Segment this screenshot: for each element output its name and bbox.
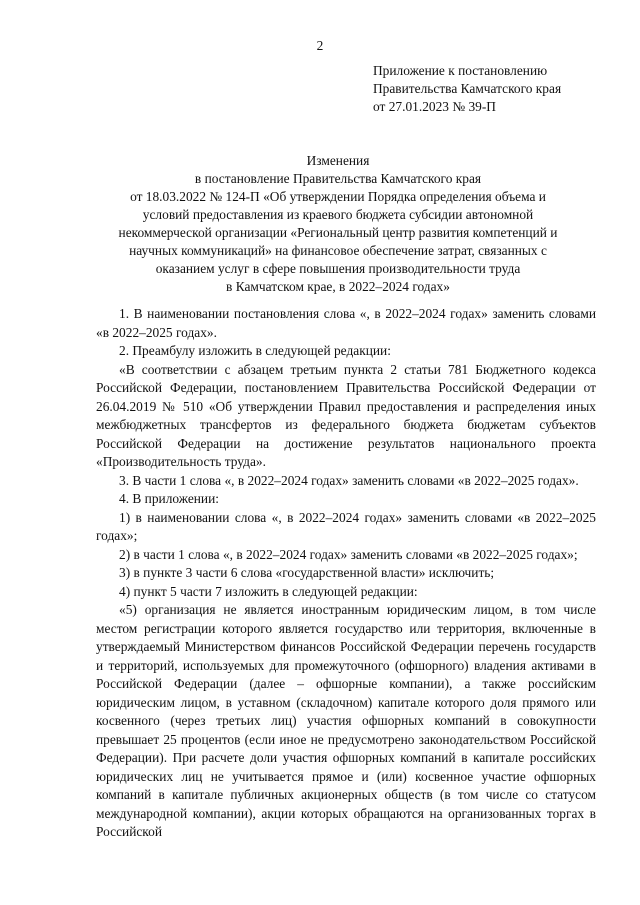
- paragraph-5: 4. В приложении:: [119, 491, 219, 506]
- heading-line-8: в Камчатском крае, в 2022–2024 годах»: [226, 279, 450, 294]
- appendix-line-3: от 27.01.2023 № 39-П: [373, 99, 496, 114]
- appendix-line-1: Приложение к постановлению: [373, 63, 548, 78]
- paragraph-1: 1. В наименовании постановления слова «, в 2022–2024 годах» заменить словами «в 2022–2025 годах».: [96, 306, 596, 340]
- heading-line-4: условий предоставления из краевого бюджета субсидии автономной: [142, 207, 534, 222]
- paragraph-7: 2) в части 1 слова «, в 2022–2024 годах» заменить словами «в 2022–2025 годах»;: [119, 546, 578, 562]
- document-heading: [58, 152, 618, 296]
- appendix-line-2: Правительства Камчатского края: [373, 81, 562, 96]
- paragraph-3: «В соответствии с абзацем третьим пункта 2 статьи 781 Бюджетного кодекса Российской Федерации, постановлением Правительства Российской Федерации от 26.04.2019 № 510 «Об утверждении Правил предоставления и распределения иных межбюджетных трансфертов из федерального бюджета бюджетам субъектов Российской Федерации на достижение результатов национального проекта «Производительность труда».: [96, 361, 596, 469]
- heading-title: Изменения: [306, 153, 370, 168]
- heading-line-7: оказанием услуг в сфере повышения производительности труда: [155, 261, 521, 276]
- paragraph-4: 3. В части 1 слова «, в 2022–2024 годах» заменить словами «в 2022–2025 годах».: [119, 472, 579, 488]
- paragraph-8: 3) в пункте 3 части 6 слова «государственной власти» исключить;: [119, 565, 495, 580]
- paragraph-10: «5) организация не является иностранным юридическим лицом, в том числе местом регистрации которого является государство или территория, включенные в утверждаемый Министерством финансов Российской Федерации перечень государств и территорий, используемых для промежуточного (офшорного) владения активами в Российской Федерации (далее – офшорные компании), а также российским юридическим лицом, в уставном (складочном) капитале которого доля прямого или косвенного (через третьих лиц) участия офшорных компаний в совокупности превышает 25 процентов (если иное не предусмотрено законодательством Российской Федерации). При расчете доли участия офшорных компаний в капитале российских юридических лиц не учитывается прямое и (или) косвенное участие офшорных компаний в капитале публичных акционерных обществ (в том числе со статусом международной компании), акции которых обращаются на организованных торгах в Российской: [96, 602, 596, 839]
- heading-line-2: в постановление Правительства Камчатского края: [194, 171, 482, 186]
- document-body: [96, 305, 596, 842]
- heading-line-3: от 18.03.2022 № 124-П «Об утверждении Порядка определения объема и: [130, 189, 546, 204]
- paragraph-9: 4) пункт 5 части 7 изложить в следующей редакции:: [119, 583, 418, 599]
- appendix-block: [373, 62, 561, 116]
- page-number: 2: [316, 38, 324, 53]
- paragraph-6: 1) в наименовании слова «, в 2022–2024 годах» заменить словами «в 2022–2025 годах»;: [96, 509, 596, 543]
- paragraph-2: 2. Преамбулу изложить в следующей редакции:: [119, 343, 391, 358]
- heading-line-6: научных коммуникаций» на финансовое обеспечение затрат, связанных с: [129, 243, 547, 258]
- heading-line-5: некоммерческой организации «Региональный центр развития компетенций и: [118, 225, 558, 240]
